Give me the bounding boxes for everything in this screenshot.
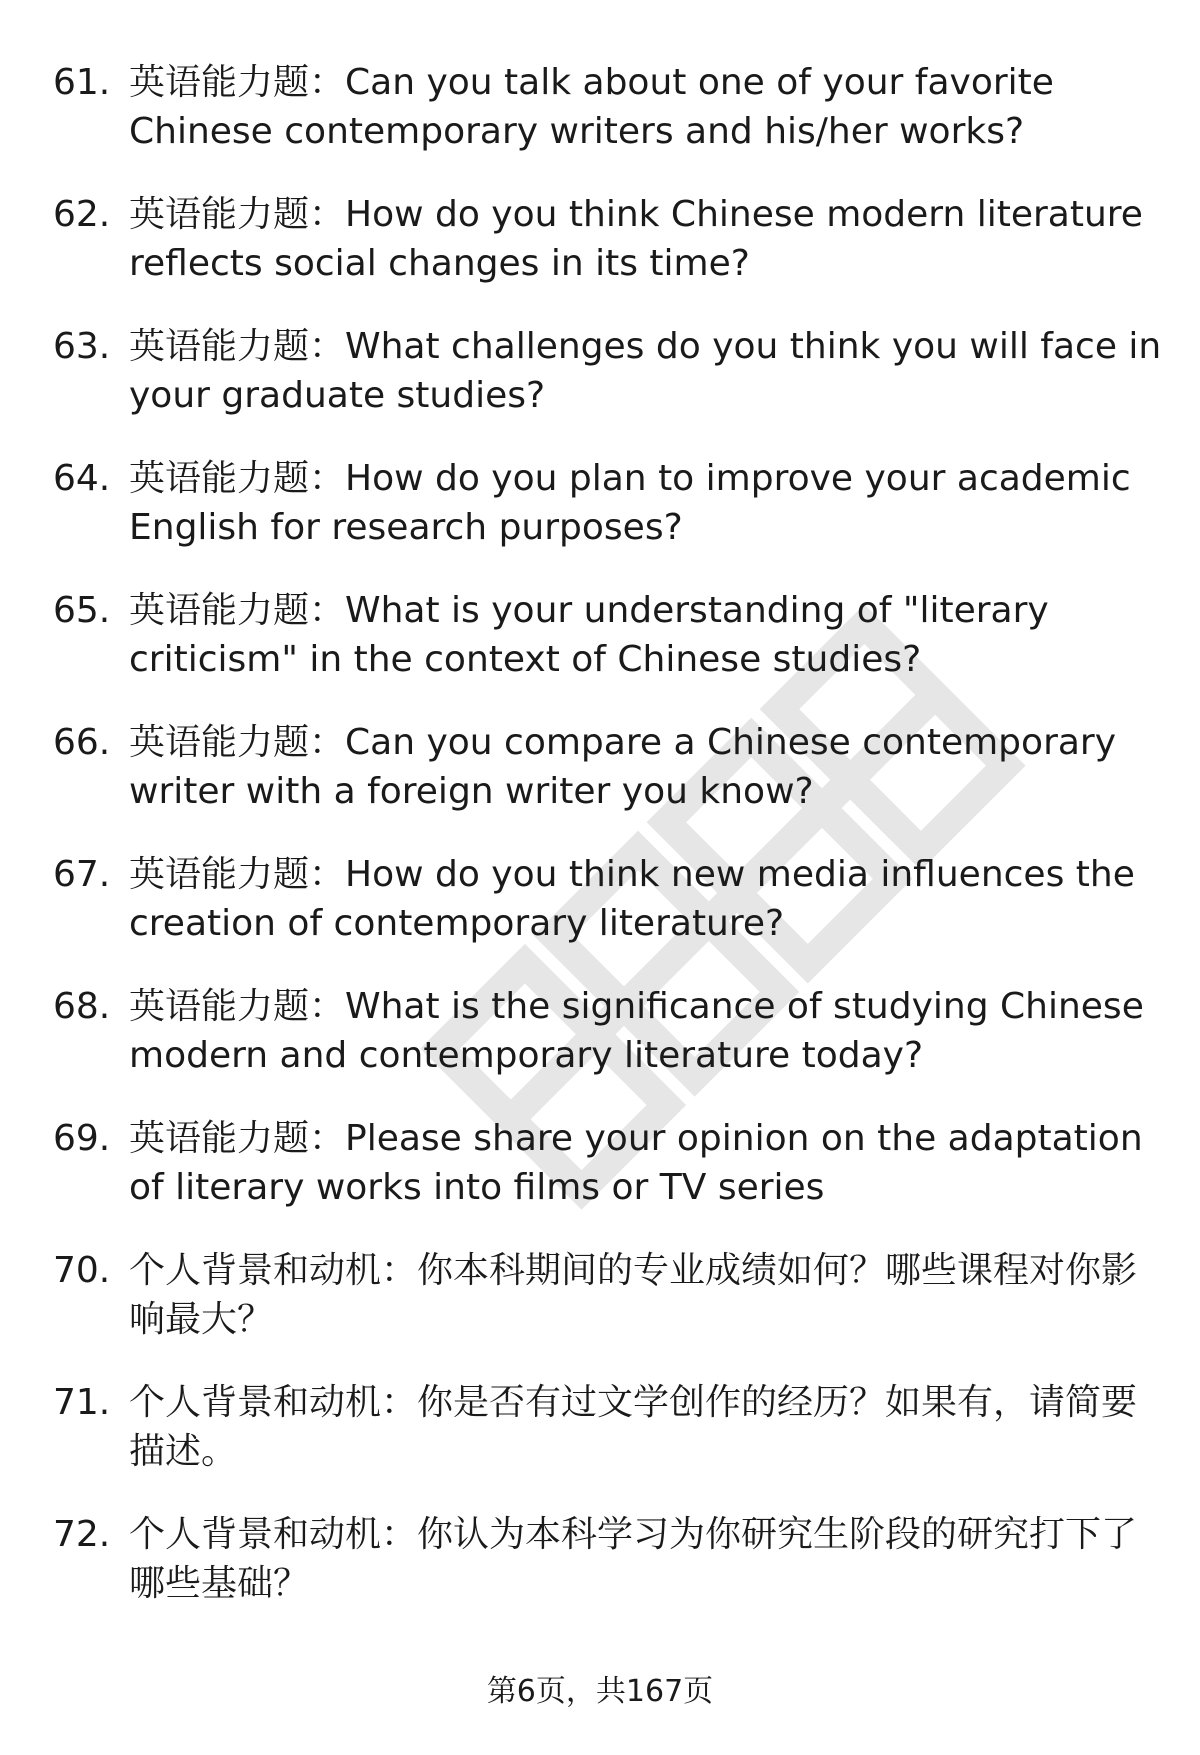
list-item	[53, 190, 1163, 322]
question-text: 英语能力题：Please share your opinion on the adaptation of literary works into films or TV series	[129, 1118, 1143, 1208]
question-number: 61.	[53, 62, 111, 103]
question-text: 英语能力题：Can you talk about one of your favorite Chinese contemporary writers and his/her works?	[129, 62, 1054, 152]
list-item	[53, 1114, 1163, 1246]
question-number: 67.	[53, 854, 111, 895]
question-number: 65.	[53, 590, 111, 631]
question-number: 63.	[53, 326, 111, 367]
list-item	[53, 718, 1163, 850]
question-text: 个人背景和动机：你是否有过文学创作的经历？如果有，请简要描述。	[129, 1382, 1138, 1472]
question-number: 68.	[53, 986, 111, 1027]
question-text: 个人背景和动机：你认为本科学习为你研究生阶段的研究打下了哪些基础？	[129, 1514, 1138, 1604]
question-list	[53, 58, 1163, 1642]
list-item	[53, 322, 1163, 454]
list-item	[53, 586, 1163, 718]
question-text: 英语能力题：How do you think Chinese modern literature reflects social changes in its time?	[129, 194, 1143, 284]
question-text: 英语能力题：How do you plan to improve your academic English for research purposes?	[129, 458, 1131, 548]
list-item	[53, 454, 1163, 586]
list-item	[53, 1510, 1163, 1642]
question-number: 69.	[53, 1118, 111, 1159]
list-item	[53, 1378, 1163, 1510]
question-text: 英语能力题：What challenges do you think you will face in your graduate studies?	[129, 326, 1162, 416]
question-text: 个人背景和动机：你本科期间的专业成绩如何？哪些课程对你影响最大？	[129, 1250, 1138, 1340]
list-item	[53, 982, 1163, 1114]
list-item	[53, 850, 1163, 982]
question-number: 66.	[53, 722, 111, 763]
question-number: 70.	[53, 1250, 111, 1291]
question-text: 英语能力题：Can you compare a Chinese contemporary writer with a foreign writer you know?	[129, 722, 1117, 812]
page-number: 第6页，共167页	[486, 1674, 714, 1709]
list-item	[53, 1246, 1163, 1378]
question-text: 英语能力题：What is the significance of studying Chinese modern and contemporary literature today?	[129, 986, 1144, 1076]
question-number: 62.	[53, 194, 111, 235]
list-item	[53, 58, 1163, 190]
question-text: 英语能力题：How do you think new media influences the creation of contemporary literature?	[129, 854, 1135, 944]
question-number: 71.	[53, 1382, 111, 1423]
question-number: 72.	[53, 1514, 111, 1555]
question-text: 英语能力题：What is your understanding of "literary criticism" in the context of Chinese studies?	[129, 590, 1049, 680]
question-number: 64.	[53, 458, 111, 499]
